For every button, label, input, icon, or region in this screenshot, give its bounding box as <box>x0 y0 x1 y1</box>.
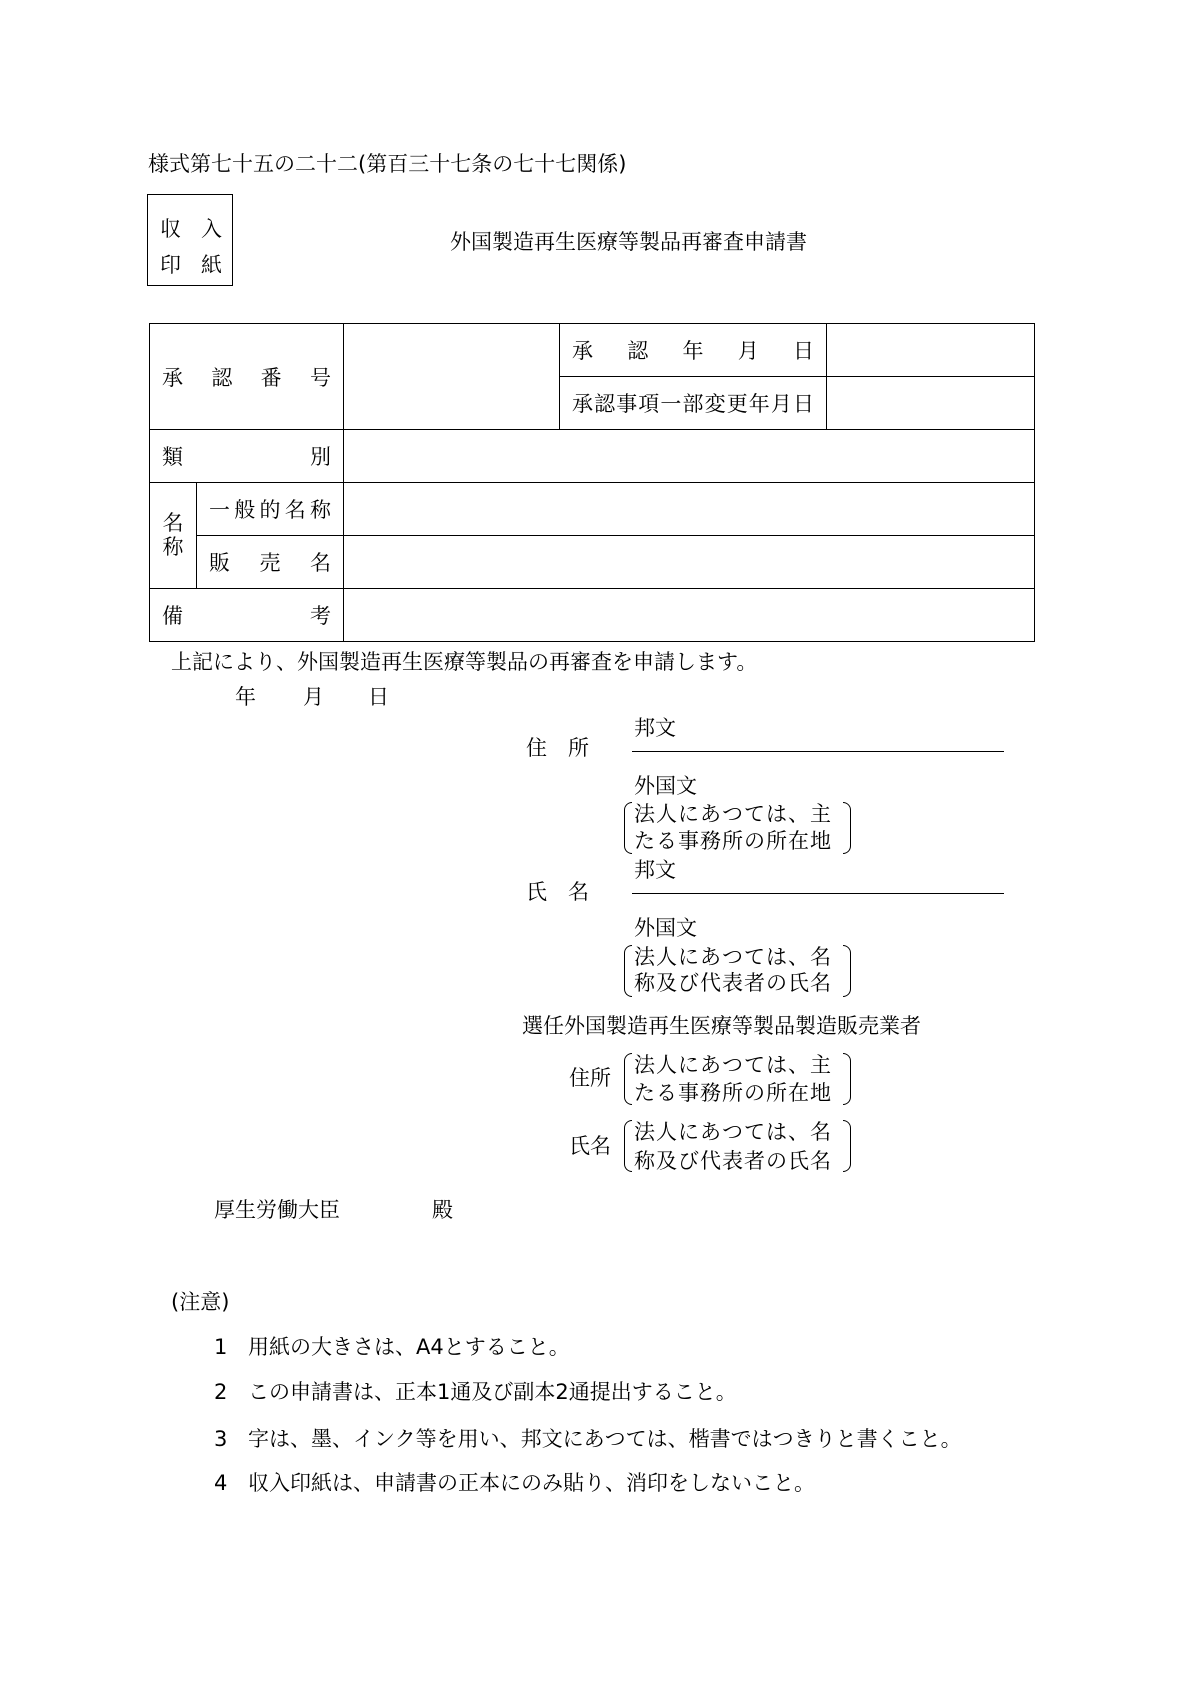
name-japanese-line[interactable] <box>632 893 1004 894</box>
name-note: 法人にあつては、名 <box>634 945 832 969</box>
note-text: この申請書は、正本1通及び副本2通提出すること。 <box>248 1380 737 1404</box>
general-name-label: 一般的名称 <box>197 483 344 536</box>
applicant-name-label: 氏 名 <box>526 880 589 904</box>
name-japanese-label: 邦文 <box>634 858 676 882</box>
note-number: 2 <box>214 1380 228 1404</box>
name-group-label: 名称 <box>150 483 197 589</box>
left-paren <box>624 802 632 854</box>
address-foreign-label: 外国文 <box>634 774 697 798</box>
address-japanese-label: 邦文 <box>634 716 676 740</box>
stamp-char: 収 <box>160 217 181 241</box>
addressee-honorific: 殿 <box>432 1198 453 1222</box>
application-table <box>149 323 1035 642</box>
right-paren <box>843 945 851 997</box>
approval-number-label: 承認番号 <box>150 324 344 430</box>
form-number: 様式第七十五の二十二(第百三十七条の七十七関係) <box>148 152 627 176</box>
remarks-label: 備考 <box>150 589 344 642</box>
agent-address-note: 法人にあつては、主 <box>634 1053 832 1077</box>
note-text: 収入印紙は、申請書の正本にのみ貼り、消印をしないこと。 <box>248 1471 815 1495</box>
date-day: 日 <box>368 685 389 709</box>
agent-name-label: 氏名 <box>569 1134 611 1158</box>
date-month: 月 <box>303 685 324 709</box>
agent-heading: 選任外国製造再生医療等製品製造販売業者 <box>522 1014 921 1038</box>
approval-date-field[interactable] <box>827 324 1035 377</box>
address-note: 法人にあつては、主 <box>634 802 832 826</box>
addressee-minister: 厚生労働大臣 <box>214 1198 340 1222</box>
category-label: 類別 <box>150 430 344 483</box>
brand-name-label: 販売名 <box>197 536 344 589</box>
stamp-char: 紙 <box>201 253 222 277</box>
right-paren <box>843 1053 851 1105</box>
applicant-address-label: 住 所 <box>526 736 589 760</box>
note-number: 3 <box>214 1427 228 1451</box>
left-paren <box>624 1053 632 1105</box>
right-paren <box>843 802 851 854</box>
partial-change-date-field[interactable] <box>827 377 1035 430</box>
address-japanese-line[interactable] <box>632 751 1004 752</box>
agent-name-note: 称及び代表者の氏名 <box>634 1149 832 1173</box>
approval-date-label: 承認年月日 <box>560 324 827 377</box>
document-title: 外国製造再生医療等製品再審査申請書 <box>450 230 807 254</box>
note-number: 4 <box>214 1471 228 1495</box>
left-paren <box>624 1120 632 1172</box>
partial-change-date-label: 承認事項一部変更年月日 <box>560 377 827 430</box>
right-paren <box>843 1120 851 1172</box>
general-name-field[interactable] <box>344 483 1035 536</box>
remarks-field[interactable] <box>344 589 1035 642</box>
left-paren <box>624 945 632 997</box>
agent-address-note: たる事務所の所在地 <box>634 1081 832 1105</box>
name-foreign-label: 外国文 <box>634 916 697 940</box>
stamp-char: 入 <box>201 217 222 241</box>
stamp-char: 印 <box>160 253 181 277</box>
note-text: 字は、墨、インク等を用い、邦文にあつては、楷書ではつきりと書くこと。 <box>248 1427 962 1451</box>
category-field[interactable] <box>344 430 1035 483</box>
notes-heading: (注意) <box>171 1290 230 1314</box>
agent-name-note: 法人にあつては、名 <box>634 1120 832 1144</box>
date-year: 年 <box>235 685 256 709</box>
statement: 上記により、外国製造再生医療等製品の再審査を申請します。 <box>171 650 758 674</box>
note-number: 1 <box>214 1335 228 1359</box>
address-note: たる事務所の所在地 <box>634 829 832 853</box>
approval-number-field[interactable] <box>344 324 560 430</box>
revenue-stamp-box <box>147 194 233 286</box>
brand-name-field[interactable] <box>344 536 1035 589</box>
name-note: 称及び代表者の氏名 <box>634 971 832 995</box>
agent-address-label: 住所 <box>569 1066 611 1090</box>
note-text: 用紙の大きさは、A4とすること。 <box>248 1335 570 1359</box>
